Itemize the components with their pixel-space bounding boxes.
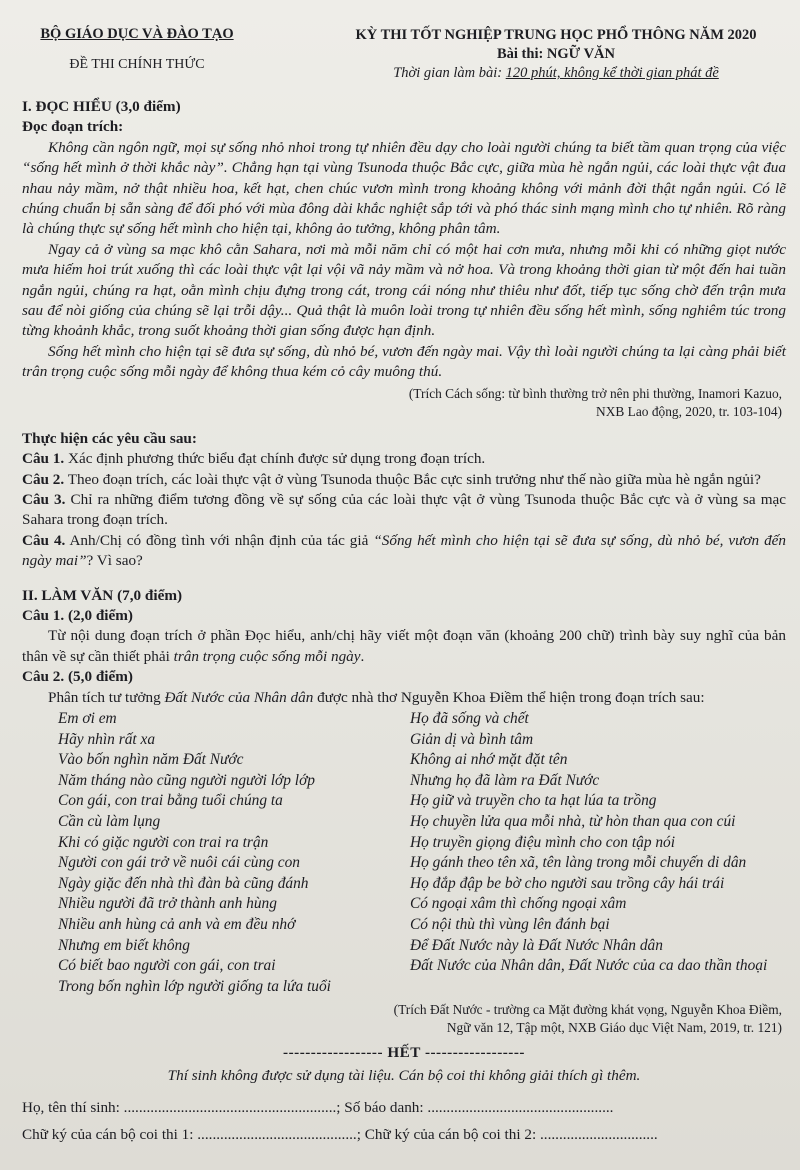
poem-line: Họ chuyền lửa qua mỗi nhà, từ hòn than qua con cúi xyxy=(410,812,736,830)
question-label: Câu 3. xyxy=(22,490,66,508)
poem-line: Có biết bao người con gái, con trai xyxy=(58,957,276,975)
exam-header xyxy=(22,26,786,83)
reading-paragraph: Ngay cả ở vùng sa mạc khô cằn Sahara, nơi mà mỗi năm chỉ có một hai cơn mưa, nhưng mỗi khi có những giọt nước mưa hiếm hoi trút xuống thì các loài thực vật lại vội vã nảy mầm và nở hoa. Và trong khoảng thời gian từ một đến hai tuần ngắn ngủi, chúng ra hạt, oằn mình chịu đựng trong cát, trong cái nóng như thiêu như đốt, tiếp tục sống chờ đến trận mưa sau để nòi giống của chúng sẽ lại trỗi dậy... Quả thật là muôn loài trong tự nhiên đều sống hết mình, sống nghiêm túc trong từng khoảnh khắc, trong suốt khoảng thời gian sống được hạn định. xyxy=(22,240,786,340)
poem-line: Giản dị và bình tâm xyxy=(410,730,534,748)
poem-line: Nhưng họ đã làm ra Đất Nước xyxy=(410,771,600,789)
poem-line: Em ơi em xyxy=(58,709,117,727)
exam-time xyxy=(326,64,786,83)
question-2 xyxy=(22,470,786,490)
reading-paragraph: Sống hết mình cho hiện tại sẽ đưa sự sống, dù nhỏ bé, vươn đến ngày mai. Vậy thì loài người chúng ta lại càng phải biết trân trọng cuộc sống mỗi ngày để không thua kém cỏ cây muông thú. xyxy=(22,342,786,381)
c2-text-b: được nhà thơ Nguyễn Khoa Điềm thể hiện trong đoạn trích sau: xyxy=(313,688,705,706)
poem-line: Nhiều người đã trở thành anh hùng xyxy=(58,895,277,913)
reading-title: I. ĐỌC HIỂU (3,0 điểm) xyxy=(22,98,181,115)
poem-line: Năm tháng nào cũng người người lớp lớp xyxy=(58,771,315,789)
exam-notice: Thí sinh không được sử dụng tài liệu. Cán bộ coi thi không giải thích gì thêm. xyxy=(167,1066,641,1084)
writing-c1-text xyxy=(22,626,786,667)
question-text: Xác định phương thức biểu đạt chính được sử dụng trong đoạn trích. xyxy=(64,450,486,468)
poem-line: Không ai nhớ mặt đặt tên xyxy=(410,751,568,769)
official-label: ĐỀ THI CHÍNH THỨC xyxy=(69,57,205,72)
c2-text-a: Phân tích tư tưởng xyxy=(48,688,165,706)
header-left xyxy=(22,26,252,83)
poem-line: Nhiều anh hùng cả anh và em đều nhớ xyxy=(58,915,296,933)
question-3 xyxy=(22,490,786,531)
poem-line: Đất Nước của Nhân dân, Đất Nước của ca dao thần thoại xyxy=(410,957,768,975)
poem-line: Họ gánh theo tên xã, tên làng trong mỗi chuyến di dân xyxy=(410,854,747,872)
poem-citation xyxy=(22,1001,786,1037)
poem-citation-line: Ngữ văn 12, Tập một, NXB Giáo dục Việt Nam, 2019, tr. 121) xyxy=(446,1020,782,1036)
question-text: ? Vì sao? xyxy=(86,552,143,570)
exam-content xyxy=(22,97,786,1145)
c2-text-emphasis: Đất Nước của Nhân dân xyxy=(164,688,314,706)
poem xyxy=(22,709,786,997)
poem-line: Nhưng em biết không xyxy=(58,936,190,954)
reading-citation xyxy=(22,385,786,421)
poem-line: Để Đất Nước này là Đất Nước Nhân dân xyxy=(410,936,663,954)
time-value: 120 phút, không kể thời gian phát đề xyxy=(505,65,719,81)
question-label: Câu 4. xyxy=(22,531,66,549)
exam-title: KỲ THI TỐT NGHIỆP TRUNG HỌC PHỔ THÔNG NĂM 2020 xyxy=(355,27,757,43)
poem-right-column xyxy=(410,709,786,997)
end-mark: ------------------ HẾT ------------------ xyxy=(283,1044,525,1062)
requirements-heading: Thực hiện các yêu cầu sau: xyxy=(22,429,197,447)
poem-line: Họ giữ và truyền cho ta hạt lúa ta trồng xyxy=(410,792,657,810)
candidate-name-line: Họ, tên thí sinh: ........................................................; Số báo danh: ................................................. xyxy=(22,1099,614,1117)
poem-citation-line: (Trích Đất Nước - trường ca Mặt đường khát vọng, Nguyễn Khoa Điềm, xyxy=(393,1002,782,1018)
poem-left-column xyxy=(22,709,410,997)
poem-line: Trong bốn nghìn lớp người giống ta lứa tuổi xyxy=(58,977,331,995)
ministry-name: BỘ GIÁO DỤC VÀ ĐÀO TẠO xyxy=(40,26,234,42)
question-text: Anh/Chị có đồng tình với nhận định của tác giả xyxy=(65,531,374,549)
poem-line: Họ truyền giọng điệu mình cho con tập nói xyxy=(410,833,676,851)
question-label: Câu 1. xyxy=(22,450,65,468)
question-text: Theo đoạn trích, các loài thực vật ở vùng Tsunoda thuộc Bắc cực sinh trưởng như thế nào giữa mùa hè ngắn ngủi? xyxy=(64,470,761,488)
question-label: Câu 2. xyxy=(22,470,65,488)
poem-line: Họ đắp đập be bờ cho người sau trồng cây hái trái xyxy=(410,874,725,892)
c1-text-a: Từ nội dung đoạn trích ở phần Đọc hiểu, anh/chị hãy viết một đoạn văn (khoảng 200 chữ) trình bày suy nghĩ của bản thân về sự cần thiết phải xyxy=(22,627,786,665)
signature-line: Chữ ký của cán bộ coi thi 1: ..........................................; Chữ ký của cán bộ coi thi 2: ............................... xyxy=(22,1125,658,1143)
poem-line: Có ngoại xâm thì chống ngoại xâm xyxy=(410,895,627,913)
poem-line: Có nội thù thì vùng lên đánh bại xyxy=(410,915,610,933)
question-text: Chỉ ra những điểm tương đồng về sự sống của các loài thực vật ở vùng Tsunoda thuộc Bắc cực và ở vùng sa mạc Sahara trong đoạn trích. xyxy=(22,490,786,529)
reading-paragraph: Không cần ngôn ngữ, mọi sự sống nhỏ nhoi trong tự nhiên đều dạy cho loài người chúng ta biết tầm quan trọng của việc “sống hết mình ở thời khắc này”. Chẳng hạn tại vùng Tsunoda thuộc Bắc cực, giữa mùa hè ngắn ngủi, các loài thực vật đua nhau nảy mầm, nở thật nhiều hoa, kết hạt, chen chúc vươn mình trong khoảng không với mảnh đời thật ngắn ngủi. Có lẽ chúng chuẩn bị sẵn sàng để đối phó với mùa đông dài khắc nghiệt sắp tới và phó thác sinh mạng mình cho tự nhiên. Rõ ràng là chúng thực sự sống hết mình cho hiện tại, không ảo tưởng, không phân tâm. xyxy=(22,138,786,238)
poem-line: Cần cù làm lụng xyxy=(58,812,161,830)
poem-line: Ngày giặc đến nhà thì đàn bà cũng đánh xyxy=(58,874,309,892)
poem-line: Khi có giặc người con trai ra trận xyxy=(58,833,269,851)
writing-c2-heading: Câu 2. (5,0 điểm) xyxy=(22,668,133,686)
question-1 xyxy=(22,449,786,469)
poem-line: Vào bốn nghìn năm Đất Nước xyxy=(58,751,244,769)
reading-citation-line: (Trích Cách sống: từ bình thường trở nên phi thường, Inamori Kazuo, xyxy=(408,385,782,401)
poem-line: Họ đã sống và chết xyxy=(410,709,529,727)
reading-subtitle: Đọc đoạn trích: xyxy=(22,118,124,136)
exam-subject: Bài thi: NGỮ VĂN xyxy=(496,46,616,62)
time-prefix: Thời gian làm bài: xyxy=(393,65,506,81)
c1-text-emphasis: trân trọng cuộc sống mỗi ngày xyxy=(173,647,361,665)
question-quote: “Sống hết mình cho hiện tại sẽ đưa sự sống, dù nhỏ bé, vươn đến ngày mai” xyxy=(22,531,787,570)
poem-line: Hãy nhìn rất xa xyxy=(58,730,156,748)
c1-text-b: . xyxy=(360,647,365,665)
writing-c1-heading: Câu 1. (2,0 điểm) xyxy=(22,606,133,624)
reading-citation-line: NXB Lao động, 2020, tr. 103-104) xyxy=(596,403,782,419)
poem-line: Con gái, con trai bằng tuổi chúng ta xyxy=(58,792,283,810)
poem-line: Người con gái trở về nuôi cái cùng con xyxy=(58,854,300,872)
writing-title: II. LÀM VĂN (7,0 điểm) xyxy=(22,586,183,604)
question-4 xyxy=(22,531,786,572)
writing-c2-text xyxy=(22,688,786,708)
header-right xyxy=(326,26,786,83)
